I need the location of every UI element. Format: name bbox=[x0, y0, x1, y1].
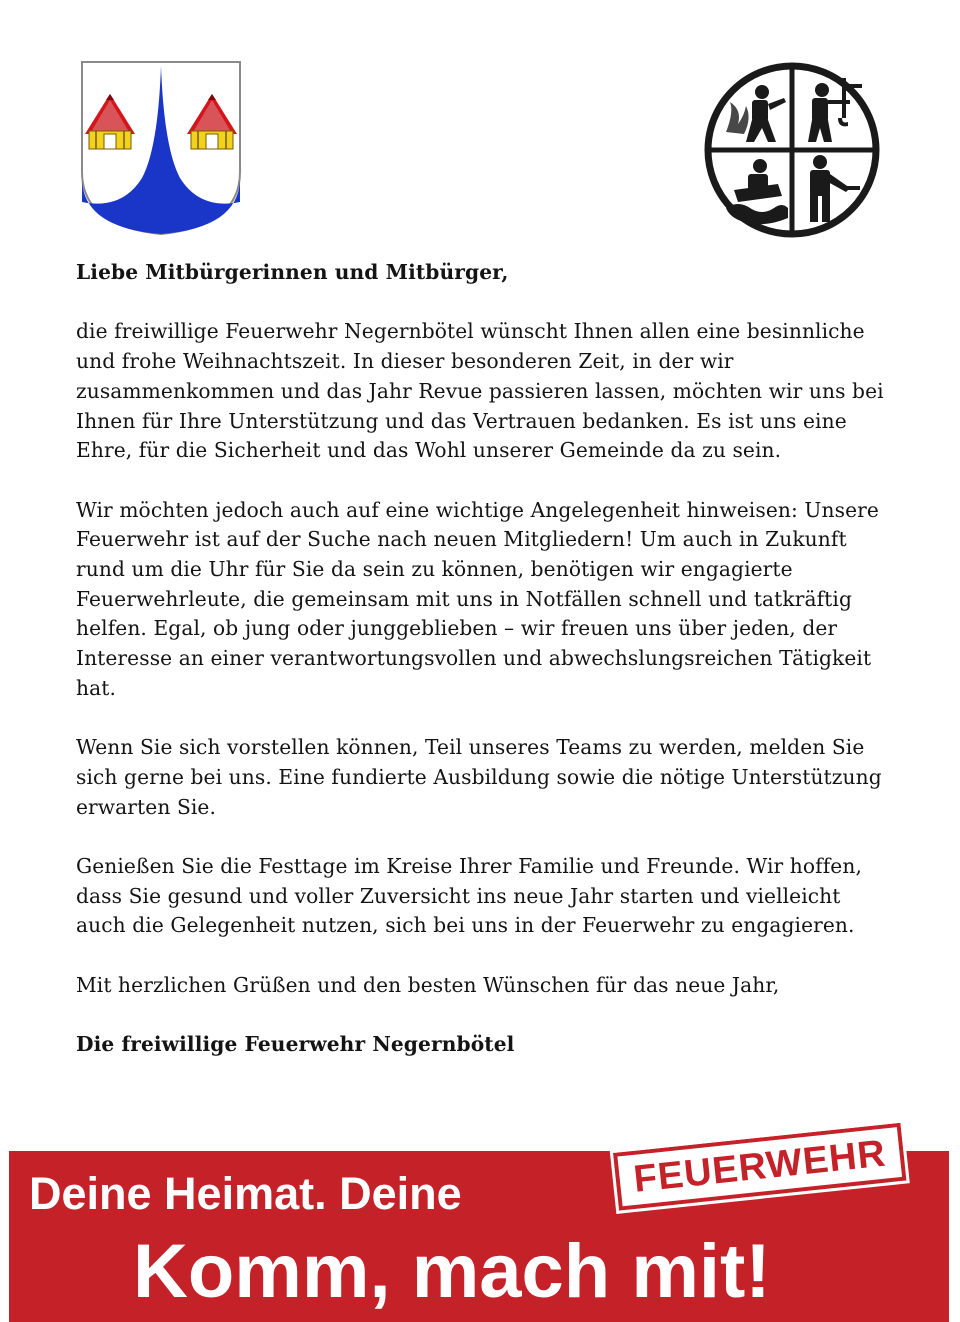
letter-closing: Mit herzlichen Grüßen und den besten Wünschen für das neue Jahr, bbox=[76, 972, 780, 997]
letter-paragraph-greetings: die freiwillige Feuerwehr Negernbötel wünscht Ihnen allen eine besinnliche und frohe Weihnachtszeit. In dieser besonderen Zeit, in der wir zusammenkommen und das Jahr Revue passieren lassen, möchten wir uns bei Ihnen für Ihre Unterstützung und das Vertrauen bedanken. Es ist uns eine Ehre, für die Sicherheit und das Wohl unserer Gemeinde da zu sein. bbox=[76, 319, 884, 463]
banner-call-to-action: Komm, mach mit! bbox=[133, 1229, 771, 1314]
letter-salutation: Liebe Mitbürgerinnen und Mitbürger, bbox=[76, 260, 509, 284]
recruitment-banner bbox=[9, 1132, 949, 1322]
fire-brigade-emblem-icon bbox=[704, 62, 880, 238]
letter-body bbox=[76, 258, 896, 1060]
letter-paragraph-invitation: Wenn Sie sich vorstellen können, Teil unseres Teams zu werden, melden Sie sich gerne bei uns. Eine fundierte Ausbildung sowie die nötige Unterstützung erwarten Sie. bbox=[76, 735, 882, 819]
coat-of-arms-icon bbox=[80, 60, 242, 236]
letter-paragraph-recruitment: Wir möchten jedoch auch auf eine wichtige Angelegenheit hinweisen: Unsere Feuerwehr ist auf der Suche nach neuen Mitgliedern! Um auch in Zukunft rund um die Uhr für Sie da sein zu können, benötigen wir engagierte Feuerwehrleute, die gemeinsam mit uns in Notfällen schnell und tatkräftig helfen. Egal, ob jung oder junggeblieben – wir freuen uns über jeden, der Interesse an einer verantwortungsvollen und abwechslungsreichen Tätigkeit hat. bbox=[76, 497, 879, 700]
banner-headline: Deine Heimat. Deine bbox=[29, 1168, 462, 1219]
banner-feuerwehr-stamp: FEUERWEHR bbox=[613, 1123, 907, 1211]
letter-signature: Die freiwillige Feuerwehr Negernbötel bbox=[76, 1032, 515, 1057]
letter-paragraph-holiday-wishes: Genießen Sie die Festtage im Kreise Ihrer Familie und Freunde. Wir hoffen, dass Sie gesund und voller Zuversicht ins neue Jahr starten und vielleicht auch die Gelegenheit nutzen, sich bei uns in der Feuerwehr zu engagieren. bbox=[76, 854, 862, 938]
